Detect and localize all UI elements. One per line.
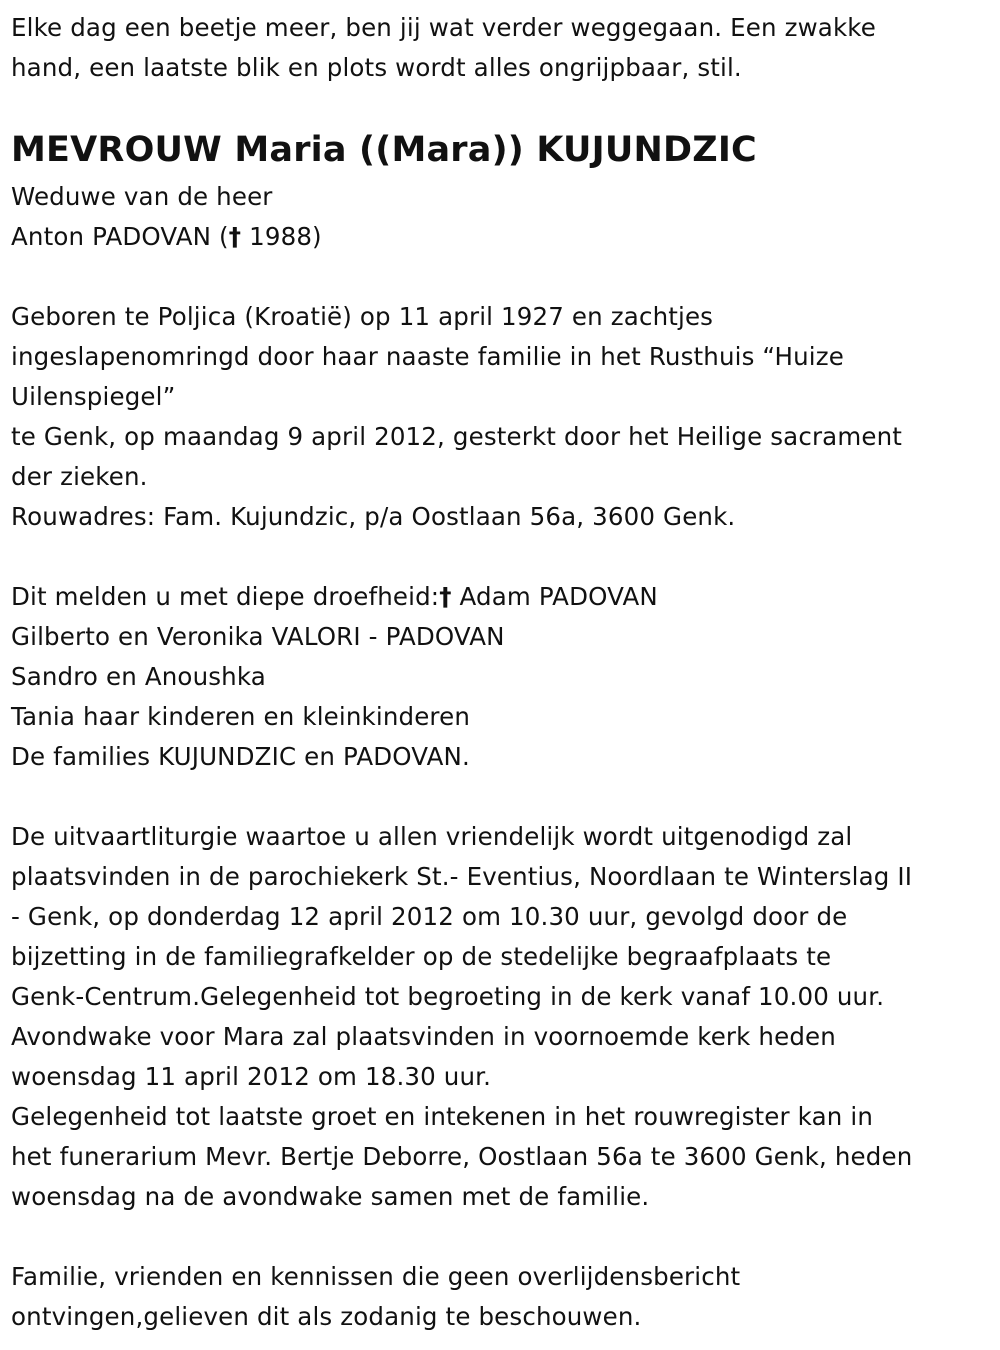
ceremony-line: Avondwake voor Mara zal plaatsvinden in voornoemde kerk heden: [11, 1022, 836, 1051]
cross-icon: †: [228, 222, 242, 251]
details-line: Uilenspiegel”: [11, 382, 176, 411]
spacer: [11, 257, 988, 297]
details-line: der zieken.: [11, 462, 148, 491]
details: [11, 297, 988, 537]
announcement: [11, 577, 988, 777]
deceased-name: MEVROUW Maria ((Mara)) KUJUNDZIC: [11, 130, 757, 170]
ceremony-line: - Genk, op donderdag 12 april 2012 om 10.30 uur, gevolgd door de: [11, 902, 848, 931]
ceremony-line: woensdag na de avondwake samen met de familie.: [11, 1182, 650, 1211]
details-line: te Genk, op maandag 9 april 2012, gesterkt door het Heilige sacrament: [11, 422, 903, 451]
announcement-intro: [11, 577, 988, 617]
ceremony-line: bijzetting in de familiegrafkelder op de stedelijke begraafplaats te: [11, 942, 832, 971]
cross-icon: †: [439, 582, 452, 611]
family-member: Gilberto en Veronika VALORI - PADOVAN: [11, 622, 505, 651]
ceremony-line: plaatsvinden in de parochiekerk St.- Eventius, Noordlaan te Winterslag II: [11, 862, 913, 891]
announcement-intro-text: Dit melden u met diepe droefheid:: [11, 582, 440, 611]
poem-line: Elke dag een beetje meer, ben jij wat verder weggegaan. Een zwakke: [11, 13, 876, 42]
widow-of-line: Weduwe van de heer: [11, 182, 273, 211]
family-member: De families KUJUNDZIC en PADOVAN.: [11, 742, 470, 771]
ceremony-line: Genk-Centrum.Gelegenheid tot begroeting in de kerk vanaf 10.00 uur.: [11, 982, 885, 1011]
details-line: ingeslapenomringd door haar naaste familie in het Rusthuis “Huize: [11, 342, 844, 371]
closing: [11, 1257, 988, 1337]
husband-death-year: 1988): [241, 222, 322, 251]
spacer: [11, 1217, 988, 1257]
family-member: Sandro en Anoushka: [11, 662, 266, 691]
details-line: Geboren te Poljica (Kroatië) op 11 april 1927 en zachtjes: [11, 302, 714, 331]
ceremony-line: De uitvaartliturgie waartoe u allen vriendelijk wordt uitgenodigd zal: [11, 822, 853, 851]
family-member: Tania haar kinderen en kleinkinderen: [11, 702, 471, 731]
poem: [11, 8, 988, 88]
closing-line: Familie, vrienden en kennissen die geen overlijdensbericht: [11, 1262, 741, 1291]
ceremony-line: het funerarium Mevr. Bertje Deborre, Oostlaan 56a te 3600 Genk, heden: [11, 1142, 913, 1171]
spacer: [11, 777, 988, 817]
spacer: [11, 537, 988, 577]
ceremony: [11, 817, 988, 1217]
widow-of-husband: [11, 217, 988, 257]
ceremony-line: woensdag 11 april 2012 om 18.30 uur.: [11, 1062, 492, 1091]
ceremony-line: Gelegenheid tot laatste groet en intekenen in het rouwregister kan in: [11, 1102, 873, 1131]
poem-line: hand, een laatste blik en plots wordt alles ongrijpbaar, stil.: [11, 53, 742, 82]
widow-of: [11, 177, 988, 257]
family-member: Adam PADOVAN: [451, 582, 658, 611]
husband-name: Anton PADOVAN (: [11, 222, 229, 251]
mourning-address: Rouwadres: Fam. Kujundzic, p/a Oostlaan 56a, 3600 Genk.: [11, 502, 736, 531]
closing-line: ontvingen,gelieven dit als zodanig te beschouwen.: [11, 1302, 642, 1331]
